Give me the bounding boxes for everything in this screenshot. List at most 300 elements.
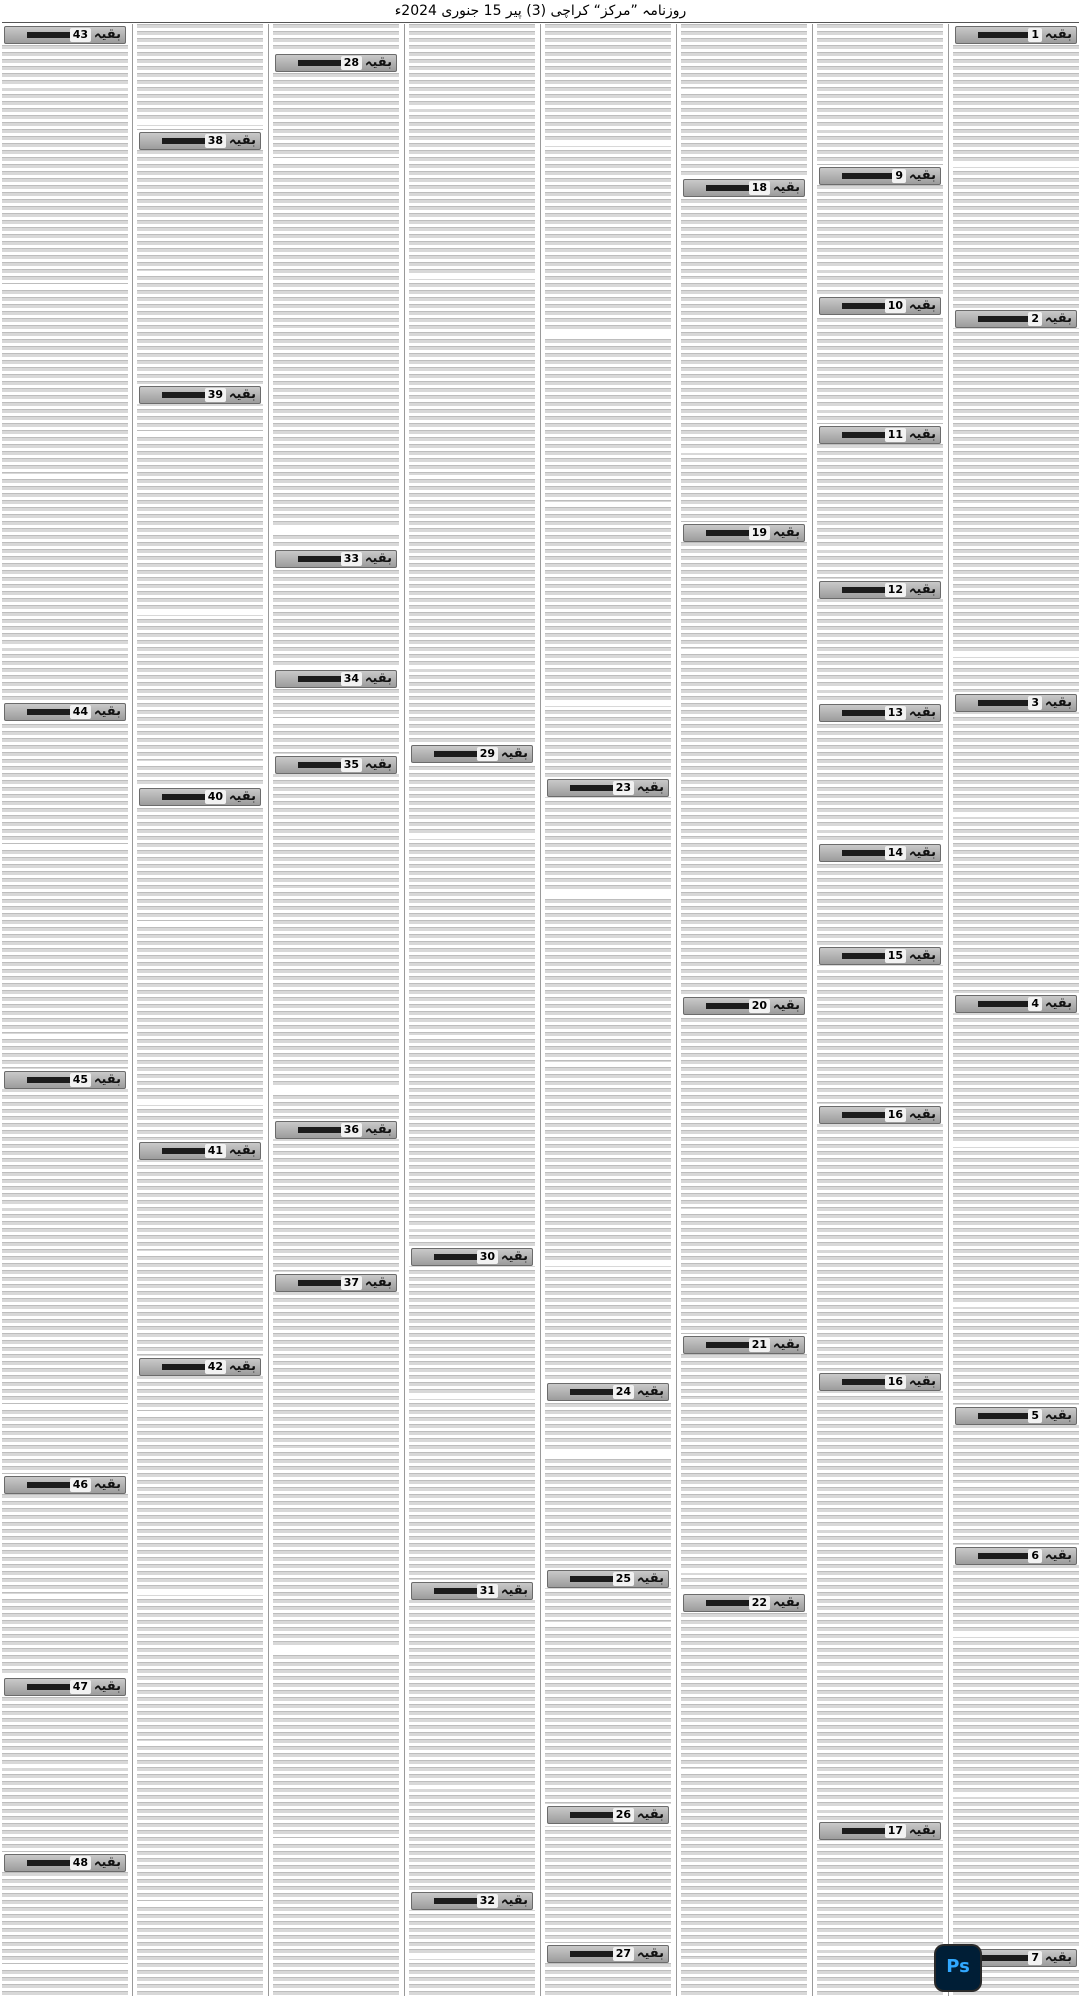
banner-bar	[275, 550, 397, 568]
banner-number: 5	[1028, 1409, 1042, 1423]
paragraph-break	[545, 1062, 671, 1066]
banner-word: بقیہ	[908, 427, 936, 442]
paragraph-break	[817, 406, 943, 410]
banner-word: بقیہ	[228, 789, 256, 804]
banner-number: 28	[341, 56, 362, 70]
banner-word: بقیہ	[364, 551, 392, 566]
paragraph-break	[817, 1246, 943, 1250]
banner-bar	[547, 1570, 669, 1588]
paragraph-break	[681, 1569, 807, 1573]
paragraph-break	[953, 653, 1079, 657]
banner-bar	[275, 1121, 397, 1139]
banner-word: بقیہ	[93, 27, 121, 42]
paragraph-break	[817, 1666, 943, 1670]
paragraph-break	[137, 611, 263, 615]
banner-bar	[819, 1822, 941, 1840]
banner-swoosh-icon	[978, 1001, 1033, 1007]
banner-number: 9	[892, 169, 906, 183]
banner-number: 36	[341, 1123, 362, 1137]
paragraph-break	[2, 844, 128, 848]
continuation-banner[interactable]	[817, 702, 943, 722]
paragraph-break	[681, 279, 807, 283]
continuation-banner[interactable]	[817, 1820, 943, 1840]
banner-number: 39	[205, 388, 226, 402]
paragraph-break	[817, 1526, 943, 1530]
banner-bar	[819, 167, 941, 185]
article-text-block	[545, 24, 671, 1996]
banner-bar	[4, 1071, 126, 1089]
banner-bar	[819, 297, 941, 315]
banner-word: بقیہ	[908, 582, 936, 597]
banner-number: 24	[613, 1385, 634, 1399]
paragraph-break	[2, 1404, 128, 1408]
paragraph-break	[681, 1209, 807, 1213]
continuation-banner[interactable]	[409, 743, 535, 763]
banner-bar	[411, 1582, 533, 1600]
banner-word: بقیہ	[772, 998, 800, 1013]
banner-bar	[547, 779, 669, 797]
text-column	[137, 24, 263, 1996]
banner-word: بقیہ	[1044, 1950, 1072, 1965]
paragraph-break	[137, 761, 263, 765]
text-column	[545, 24, 671, 1996]
banner-word: بقیہ	[1044, 996, 1072, 1011]
banner-bar	[955, 694, 1077, 712]
continuation-banner[interactable]	[953, 1545, 1079, 1565]
paragraph-break	[137, 1411, 263, 1415]
banner-word: بقیہ	[228, 1359, 256, 1374]
banner-bar	[275, 670, 397, 688]
banner-number: 2	[1028, 312, 1042, 326]
paragraph-break	[817, 826, 943, 830]
paragraph-break	[545, 1452, 671, 1456]
paragraph-break	[409, 1395, 535, 1399]
banner-word: بقیہ	[1044, 311, 1072, 326]
banner-number: 40	[205, 790, 226, 804]
banner-word: بقیہ	[500, 1249, 528, 1264]
paragraph-break	[409, 1035, 535, 1039]
banner-number: 16	[885, 1375, 906, 1389]
banner-bar	[4, 1678, 126, 1696]
banner-bar	[819, 426, 941, 444]
paragraph-break	[2, 474, 128, 478]
article-text-block	[2, 24, 128, 1996]
continuation-banner[interactable]	[817, 579, 943, 599]
continuation-banner[interactable]	[681, 1334, 807, 1354]
paragraph-break	[2, 1034, 128, 1038]
continuation-banner[interactable]	[953, 308, 1079, 328]
paragraph-break	[273, 718, 399, 722]
text-column	[409, 24, 535, 1996]
banner-number: 45	[70, 1073, 91, 1087]
paragraph-break	[817, 966, 943, 970]
paragraph-break	[817, 1806, 943, 1810]
paragraph-break	[137, 1101, 263, 1105]
banner-bar	[547, 1945, 669, 1963]
article-text-block	[817, 24, 943, 1996]
column-separator	[404, 24, 405, 1996]
continuation-banner[interactable]	[2, 701, 128, 721]
continuation-banner[interactable]	[137, 130, 263, 150]
continuation-banner[interactable]	[817, 1371, 943, 1391]
continuation-banner[interactable]	[2, 1852, 128, 1872]
continuation-banner[interactable]	[681, 522, 807, 542]
paragraph-break	[681, 1769, 807, 1773]
banner-bar	[275, 756, 397, 774]
paragraph-break	[545, 142, 671, 146]
banner-number: 34	[341, 672, 362, 686]
banner-bar	[683, 1336, 805, 1354]
paragraph-break	[817, 266, 943, 270]
banner-swoosh-icon	[978, 700, 1033, 706]
paragraph-break	[953, 163, 1079, 167]
continuation-banner[interactable]	[545, 777, 671, 797]
article-text-block	[137, 24, 263, 1996]
banner-bar	[4, 703, 126, 721]
banner-number: 16	[885, 1108, 906, 1122]
paragraph-break	[817, 546, 943, 550]
paragraph-break	[137, 1591, 263, 1595]
banner-number: 10	[885, 299, 906, 313]
banner-number: 41	[205, 1144, 226, 1158]
banner-word: بقیہ	[1044, 1408, 1072, 1423]
banner-number: 6	[1028, 1549, 1042, 1563]
banner-number: 46	[70, 1478, 91, 1492]
paragraph-break	[137, 1741, 263, 1745]
continuation-banner[interactable]	[137, 1140, 263, 1160]
continuation-banner[interactable]	[681, 1592, 807, 1612]
paragraph-break	[817, 126, 943, 130]
banner-number: 4	[1028, 997, 1042, 1011]
banner-word: بقیہ	[364, 1275, 392, 1290]
banner-word: بقیہ	[93, 1855, 121, 1870]
continuation-banner[interactable]	[137, 1356, 263, 1376]
banner-bar	[4, 26, 126, 44]
banner-word: بقیہ	[908, 1107, 936, 1122]
paragraph-break	[273, 158, 399, 162]
banner-number: 43	[70, 28, 91, 42]
paragraph-break	[681, 1399, 807, 1403]
column-separator	[812, 24, 813, 1996]
banner-bar	[819, 704, 941, 722]
continuation-banner[interactable]	[2, 1474, 128, 1494]
continuation-banner[interactable]	[273, 754, 399, 774]
continuation-banner[interactable]	[2, 1676, 128, 1696]
banner-word: بقیہ	[364, 757, 392, 772]
banner-bar	[955, 310, 1077, 328]
continuation-banner[interactable]	[817, 295, 943, 315]
paragraph-break	[137, 1901, 263, 1905]
paragraph-break	[681, 649, 807, 653]
banner-number: 21	[749, 1338, 770, 1352]
banner-word: بقیہ	[1044, 1548, 1072, 1563]
banner-swoosh-icon	[978, 316, 1033, 322]
continuation-banner[interactable]	[409, 1246, 535, 1266]
banner-word: بقیہ	[636, 1946, 664, 1961]
paragraph-break	[681, 449, 807, 453]
paragraph-break	[953, 1303, 1079, 1307]
paragraph-break	[273, 1448, 399, 1452]
paragraph-break	[545, 892, 671, 896]
text-column	[817, 24, 943, 1996]
banner-word: بقیہ	[500, 1893, 528, 1908]
continuation-banner[interactable]	[273, 668, 399, 688]
banner-word: بقیہ	[908, 1374, 936, 1389]
banner-word: بقیہ	[93, 1072, 121, 1087]
paragraph-break	[817, 686, 943, 690]
paragraph-break	[953, 1793, 1079, 1797]
banner-word: بقیہ	[636, 1571, 664, 1586]
paragraph-break	[137, 121, 263, 125]
banner-number: 17	[885, 1824, 906, 1838]
article-text-block	[409, 24, 535, 1996]
banner-bar	[955, 1547, 1077, 1565]
banner-number: 37	[341, 1276, 362, 1290]
banner-word: بقیہ	[636, 780, 664, 795]
banner-bar	[547, 1806, 669, 1824]
paragraph-break	[137, 1251, 263, 1255]
banner-bar	[139, 1142, 261, 1160]
banner-number: 13	[885, 706, 906, 720]
banner-word: بقیہ	[500, 746, 528, 761]
continuation-banner[interactable]	[137, 384, 263, 404]
photoshop-icon-label: Ps	[946, 1956, 970, 1977]
paragraph-break	[2, 1964, 128, 1968]
paragraph-break	[817, 1946, 943, 1950]
paragraph-break	[137, 431, 263, 435]
banner-swoosh-icon	[978, 1955, 1033, 1961]
paragraph-break	[545, 332, 671, 336]
continuation-banner[interactable]	[953, 24, 1079, 44]
banner-number: 12	[885, 583, 906, 597]
banner-word: بقیہ	[908, 168, 936, 183]
article-text-block	[273, 24, 399, 1996]
banner-word: بقیہ	[636, 1384, 664, 1399]
banner-word: بقیہ	[636, 1807, 664, 1822]
continuation-banner[interactable]	[2, 1069, 128, 1089]
banner-number: 18	[749, 181, 770, 195]
continuation-banner[interactable]	[817, 1104, 943, 1124]
banner-number: 29	[477, 747, 498, 761]
paragraph-break	[409, 665, 535, 669]
banner-number: 47	[70, 1680, 91, 1694]
banner-bar	[819, 947, 941, 965]
banner-word: بقیہ	[908, 1823, 936, 1838]
banner-word: بقیہ	[1044, 695, 1072, 710]
continuation-banner[interactable]	[545, 1943, 671, 1963]
banner-word: بقیہ	[228, 133, 256, 148]
continuation-banner[interactable]	[273, 1272, 399, 1292]
banner-bar	[683, 997, 805, 1015]
banner-bar	[4, 1476, 126, 1494]
continuation-banner[interactable]	[409, 1580, 535, 1600]
banner-number: 31	[477, 1584, 498, 1598]
banner-bar	[819, 1373, 941, 1391]
banner-word: بقیہ	[93, 704, 121, 719]
banner-bar	[547, 1383, 669, 1401]
continuation-banner[interactable]	[817, 424, 943, 444]
text-column	[953, 24, 1079, 1996]
banner-bar	[683, 179, 805, 197]
banner-bar	[275, 1274, 397, 1292]
banner-number: 7	[1028, 1951, 1042, 1965]
text-column	[681, 24, 807, 1996]
banner-swoosh-icon	[978, 1553, 1033, 1559]
paragraph-break	[409, 1785, 535, 1789]
banner-bar	[139, 132, 261, 150]
banner-word: بقیہ	[228, 387, 256, 402]
banner-number: 11	[885, 428, 906, 442]
banner-number: 1	[1028, 28, 1042, 42]
continuation-banner[interactable]	[273, 548, 399, 568]
continuation-banner[interactable]	[545, 1381, 671, 1401]
paragraph-break	[409, 105, 535, 109]
continuation-banner[interactable]	[545, 1568, 671, 1588]
banner-swoosh-icon	[842, 173, 897, 179]
continuation-banner[interactable]	[273, 52, 399, 72]
column-separator	[676, 24, 677, 1996]
banner-number: 14	[885, 846, 906, 860]
banner-number: 15	[885, 949, 906, 963]
banner-bar	[819, 844, 941, 862]
banner-number: 32	[477, 1894, 498, 1908]
paragraph-break	[2, 1764, 128, 1768]
continuation-banner[interactable]	[273, 1119, 399, 1139]
masthead-rule	[2, 22, 1079, 23]
banner-number: 26	[613, 1808, 634, 1822]
continuation-banner[interactable]	[545, 1804, 671, 1824]
banner-bar	[955, 26, 1077, 44]
column-separator	[132, 24, 133, 1996]
banner-word: بقیہ	[908, 298, 936, 313]
banner-bar	[411, 1892, 533, 1910]
banner-number: 23	[613, 781, 634, 795]
banner-number: 19	[749, 526, 770, 540]
banner-word: بقیہ	[908, 845, 936, 860]
paragraph-break	[545, 702, 671, 706]
paragraph-break	[953, 503, 1079, 507]
banner-bar	[955, 995, 1077, 1013]
banner-bar	[955, 1407, 1077, 1425]
banner-word: بقیہ	[500, 1583, 528, 1598]
banner-word: بقیہ	[772, 1595, 800, 1610]
banner-word: بقیہ	[228, 1143, 256, 1158]
paragraph-break	[545, 1622, 671, 1626]
banner-word: بقیہ	[908, 948, 936, 963]
banner-bar	[139, 788, 261, 806]
paragraph-break	[273, 1648, 399, 1652]
banner-bar	[819, 581, 941, 599]
banner-number: 44	[70, 705, 91, 719]
paragraph-break	[273, 328, 399, 332]
paragraph-break	[409, 1955, 535, 1959]
continuation-banner[interactable]	[953, 993, 1079, 1013]
banner-bar	[819, 1106, 941, 1124]
paragraph-break	[681, 89, 807, 93]
paragraph-break	[2, 1594, 128, 1598]
paragraph-break	[2, 644, 128, 648]
paragraph-break	[2, 84, 128, 88]
paragraph-break	[409, 835, 535, 839]
banner-word: بقیہ	[772, 180, 800, 195]
paragraph-break	[273, 888, 399, 892]
banner-number: 35	[341, 758, 362, 772]
paragraph-break	[953, 813, 1079, 817]
paragraph-break	[137, 921, 263, 925]
continuation-banner[interactable]	[137, 786, 263, 806]
paragraph-break	[273, 528, 399, 532]
paragraph-break	[409, 275, 535, 279]
banner-number: 22	[749, 1596, 770, 1610]
paragraph-break	[545, 502, 671, 506]
banner-word: بقیہ	[364, 55, 392, 70]
banner-number: 33	[341, 552, 362, 566]
continuation-banner[interactable]	[817, 842, 943, 862]
paragraph-break	[137, 271, 263, 275]
paragraph-break	[409, 475, 535, 479]
banner-word: بقیہ	[908, 705, 936, 720]
continuation-banner[interactable]	[409, 1890, 535, 1910]
column-separator	[948, 24, 949, 1996]
banner-word: بقیہ	[772, 1337, 800, 1352]
banner-swoosh-icon	[978, 32, 1033, 38]
banner-number: 25	[613, 1572, 634, 1586]
banner-number: 38	[205, 134, 226, 148]
banner-bar	[683, 1594, 805, 1612]
continuation-banner[interactable]	[953, 1405, 1079, 1425]
paragraph-break	[409, 1225, 535, 1229]
paragraph-break	[681, 839, 807, 843]
banner-bar	[275, 54, 397, 72]
continuation-banner[interactable]	[817, 165, 943, 185]
banner-number: 27	[613, 1947, 634, 1961]
banner-bar	[411, 1248, 533, 1266]
paragraph-break	[953, 1483, 1079, 1487]
text-column	[273, 24, 399, 1996]
paragraph-break	[545, 1262, 671, 1266]
continuation-banner[interactable]	[817, 945, 943, 965]
paragraph-break	[273, 1088, 399, 1092]
banner-number: 20	[749, 999, 770, 1013]
banner-word: بقیہ	[93, 1477, 121, 1492]
continuation-banner[interactable]	[681, 995, 807, 1015]
banner-word: بقیہ	[364, 671, 392, 686]
banner-bar	[139, 1358, 261, 1376]
paragraph-break	[681, 1959, 807, 1963]
continuation-banner[interactable]	[2, 24, 128, 44]
banner-word: بقیہ	[772, 525, 800, 540]
text-column	[2, 24, 128, 1996]
banner-number: 3	[1028, 696, 1042, 710]
banner-bar	[4, 1854, 126, 1872]
continuation-banner[interactable]	[953, 692, 1079, 712]
banner-number: 42	[205, 1360, 226, 1374]
banner-bar	[683, 524, 805, 542]
photoshop-icon[interactable]	[936, 1946, 980, 1990]
banner-word: بقیہ	[364, 1122, 392, 1137]
paragraph-break	[953, 1143, 1079, 1147]
continuation-banner[interactable]	[681, 177, 807, 197]
paragraph-break	[2, 284, 128, 288]
banner-number: 30	[477, 1250, 498, 1264]
column-separator	[268, 24, 269, 1996]
masthead-dateline: روزنامہ ”مرکز“ کراچی (3) پیر 15 جنوری 2024ء	[394, 3, 687, 19]
paragraph-break	[273, 1838, 399, 1842]
banner-bar	[139, 386, 261, 404]
banner-word: بقیہ	[93, 1679, 121, 1694]
paragraph-break	[2, 1204, 128, 1208]
banner-swoosh-icon	[978, 1413, 1033, 1419]
